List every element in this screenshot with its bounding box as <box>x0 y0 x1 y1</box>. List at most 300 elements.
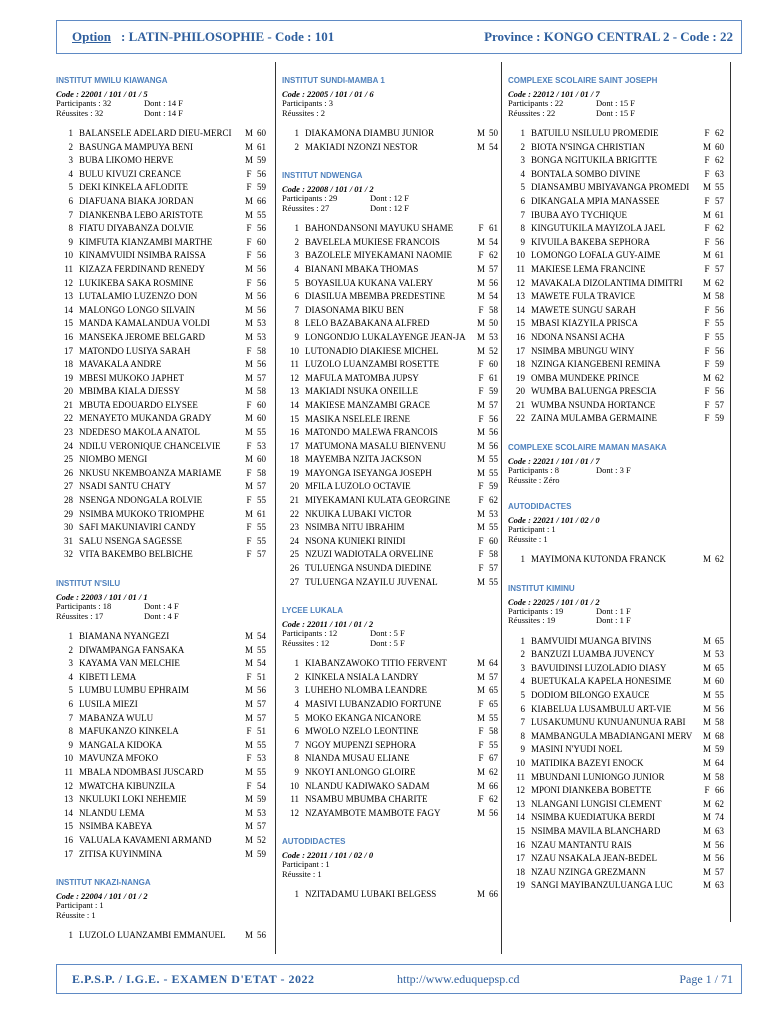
student-name: NKULUKI LOKI NEHEMIE <box>79 794 187 805</box>
student-sex: F <box>704 386 710 397</box>
student-row <box>282 440 498 454</box>
student-score: 65 <box>715 662 724 673</box>
student-name: NDEDESO MAKOLA ANATOL <box>79 427 200 438</box>
student-row <box>282 684 498 698</box>
student-name: MBESI MUKOKO JAPHET <box>79 372 185 383</box>
student-score: 66 <box>257 195 266 206</box>
student-row <box>282 766 498 780</box>
student-sex: M <box>244 930 253 941</box>
student-score: 56 <box>715 345 724 356</box>
student-name: VALUALA KAVAMENI ARMAND <box>79 834 212 845</box>
student-name: MBUNDANI LUNIONGO JUNIOR <box>531 771 665 782</box>
student-sex: M <box>702 291 711 302</box>
student-score: 55 <box>257 522 266 533</box>
student-number: 3 <box>68 658 73 669</box>
student-sex: F <box>246 345 252 356</box>
student-sex: M <box>244 794 253 805</box>
student-name: BAMVUIDI MUANGA BIVINS <box>531 635 652 646</box>
student-row <box>282 358 498 372</box>
student-row <box>282 712 498 726</box>
student-score: 62 <box>489 766 498 777</box>
student-sex: M <box>244 413 253 424</box>
reussites-female: Dont : 5 F <box>370 637 405 648</box>
student-name: KIABELUA LUSAMBULU ART-VIE <box>531 703 672 714</box>
option-label: Option <box>72 29 112 44</box>
student-number: 1 <box>68 631 73 641</box>
student-number: 26 <box>64 467 73 478</box>
page-number: Page 1 / 71 <box>679 971 733 986</box>
student-name: NZAU MANTANTU RAIS <box>531 839 632 850</box>
student-row <box>508 798 724 812</box>
student-row <box>282 453 498 467</box>
school-code: Code : 22012 / 101 / 01 / 7 <box>508 89 600 99</box>
student-number: 9 <box>294 331 299 342</box>
student-row <box>56 712 266 726</box>
student-score: 57 <box>715 195 724 206</box>
student-score: 60 <box>489 359 498 370</box>
student-name: MAYEMBA NZITA JACKSON <box>305 454 422 465</box>
student-sex: F <box>704 359 710 370</box>
student-score: 56 <box>257 685 266 696</box>
student-row <box>508 181 724 195</box>
student-score: 61 <box>257 508 266 519</box>
student-score: 60 <box>715 141 724 152</box>
student-sex: M <box>244 685 253 696</box>
student-name: IBUBA AYO TYCHIQUE <box>531 209 628 220</box>
student-row <box>282 793 498 807</box>
student-row <box>282 385 498 399</box>
student-row <box>56 263 266 277</box>
student-score: 55 <box>257 644 266 655</box>
student-name: NLANGANI LUNGISI CLEMENT <box>531 798 662 809</box>
student-number: 30 <box>64 522 73 533</box>
student-number: 27 <box>64 481 73 492</box>
school-title: AUTODIDACTES <box>282 837 346 847</box>
student-score: 55 <box>715 318 724 329</box>
school-title: INSTITUT MWILU KIAWANGA <box>56 76 168 85</box>
student-name: SAFI MAKUNIAVIRI CANDY <box>79 522 196 533</box>
student-number: 1 <box>294 128 299 138</box>
student-number: 19 <box>516 372 525 383</box>
student-row <box>56 929 266 943</box>
student-number: 17 <box>64 345 73 356</box>
student-row <box>508 757 724 771</box>
student-score: 56 <box>257 168 266 179</box>
student-name: BALANSELE ADELARD DIEU-MERCI <box>79 128 232 138</box>
student-number: 11 <box>64 766 73 777</box>
student-row <box>282 780 498 794</box>
reussites-count: Réussite : 1 <box>508 533 548 544</box>
option-value: : LATIN-PHILOSOPHIE - Code : 101 <box>121 29 335 44</box>
student-number: 9 <box>68 739 73 750</box>
student-sex: M <box>244 454 253 465</box>
student-name: MAYONGA ISEYANGA JOSEPH <box>305 467 432 478</box>
student-score: 55 <box>489 576 498 587</box>
student-score: 62 <box>715 372 724 383</box>
student-number: 22 <box>516 413 525 424</box>
student-name: NZITADAMU LUBAKI BELGESS <box>305 889 437 900</box>
student-sex: F <box>704 155 710 166</box>
student-number: 15 <box>290 413 299 424</box>
student-row <box>508 209 724 223</box>
student-row <box>56 426 266 440</box>
student-sex: F <box>246 522 252 533</box>
student-score: 59 <box>489 481 498 492</box>
student-number: 1 <box>520 128 525 138</box>
student-score: 57 <box>257 821 266 832</box>
student-name: BONGA NGITUKILA BRIGITTE <box>531 155 657 166</box>
student-name: NKUSU NKEMBOANZA MARIAME <box>79 467 222 478</box>
reussites-stat <box>508 616 724 626</box>
student-row <box>282 426 498 440</box>
student-row <box>56 752 266 766</box>
student-number: 15 <box>64 821 73 832</box>
student-number: 12 <box>64 277 73 288</box>
student-score: 58 <box>489 304 498 315</box>
student-sex: M <box>702 703 711 714</box>
student-sex: M <box>702 250 711 261</box>
student-name: MABANZA WULU <box>79 712 154 723</box>
student-score: 57 <box>489 563 498 574</box>
participants-count: Participants : 12 <box>282 628 338 639</box>
student-row <box>56 766 266 780</box>
student-sex: M <box>244 712 253 723</box>
student-name: SANGI MAYIBANZULUANGA LUC <box>531 880 673 891</box>
student-number: 12 <box>516 785 525 796</box>
student-sex: M <box>702 866 711 877</box>
school-section <box>282 170 498 589</box>
student-row <box>56 141 266 155</box>
reussites-female: Dont : 14 F <box>144 107 183 118</box>
reussites-count: Réussites : 19 <box>508 615 556 626</box>
student-number: 13 <box>64 794 73 805</box>
student-name: DIASONAMA BIKU BEN <box>305 304 405 315</box>
student-number: 28 <box>64 495 73 506</box>
student-row <box>508 304 724 318</box>
student-name: NSONA KUNIEKI RINIDI <box>305 535 406 546</box>
student-row <box>282 127 498 141</box>
student-row <box>508 331 724 345</box>
student-name: OMBA MUNDEKE PRINCE <box>531 372 640 383</box>
student-sex: M <box>244 698 253 709</box>
student-number: 6 <box>520 703 525 714</box>
student-name: DODIOM BILONGO EXAUCE <box>531 690 650 701</box>
student-row <box>56 331 266 345</box>
student-row <box>56 793 266 807</box>
participants-count: Participants : 18 <box>56 601 112 611</box>
student-sex: F <box>246 223 252 234</box>
student-row <box>508 716 724 730</box>
student-name: NZINGA KIANGEBENI REMINA <box>531 359 661 370</box>
school-title: INSTITUT SUNDI-MAMBA 1 <box>282 76 385 85</box>
student-row <box>508 222 724 236</box>
student-sex: M <box>702 690 711 701</box>
student-sex: M <box>244 318 253 329</box>
student-score: 67 <box>489 753 498 764</box>
student-name: TULUENGA NSUNDA DIEDINE <box>305 563 432 574</box>
student-score: 53 <box>715 649 724 660</box>
student-score: 58 <box>257 386 266 397</box>
student-score: 53 <box>257 440 266 451</box>
student-number: 18 <box>290 454 299 465</box>
student-score: 62 <box>489 794 498 805</box>
student-name: MAKIADI NSUKA ONEILLE <box>305 386 418 397</box>
student-score: 53 <box>257 753 266 764</box>
reussites-female: Dont : 4 F <box>144 610 179 621</box>
student-sex: F <box>704 399 710 410</box>
student-list <box>56 127 266 562</box>
student-score: 59 <box>257 848 266 859</box>
student-score: 68 <box>715 730 724 741</box>
student-row <box>282 467 498 481</box>
school-title: INSTITUT NKAZI-NANGA <box>56 878 151 888</box>
student-sex: M <box>244 807 253 818</box>
student-sex: M <box>244 766 253 777</box>
student-score: 57 <box>257 481 266 492</box>
student-sex: M <box>702 717 711 728</box>
student-name: MAVAKALA DIZOLANTIMA DIMITRI <box>531 277 683 288</box>
student-sex: M <box>244 739 253 750</box>
student-name: MAYIMONA KUTONDA FRANCK <box>531 554 667 565</box>
student-name: MATIDIKA BAZEYI ENOCK <box>531 758 644 768</box>
student-number: 25 <box>290 549 299 560</box>
student-name: NSENGA NDONGALA ROLVIE <box>79 495 203 506</box>
student-row <box>56 358 266 372</box>
student-name: MAKIESE MANZAMBI GRACE <box>305 399 431 410</box>
student-row <box>56 372 266 386</box>
student-number: 8 <box>294 753 299 764</box>
student-row <box>508 839 724 853</box>
student-score: 53 <box>257 807 266 818</box>
student-sex: M <box>244 291 253 302</box>
student-row <box>282 236 498 250</box>
student-score: 56 <box>489 413 498 424</box>
student-number: 18 <box>516 866 525 877</box>
student-name: LUHEHO NLOMBA LEANDRE <box>305 685 427 696</box>
reussites-female: Dont : 1 F <box>596 615 631 626</box>
student-sex: M <box>244 372 253 383</box>
student-name: NKUIKA LUBAKI VICTOR <box>305 508 412 519</box>
student-sex: M <box>244 128 253 138</box>
student-name: KIABANZAWOKO TITIO FERVENT <box>305 658 447 669</box>
student-name: KINGUTUKILA MAYIZOLA JAEL <box>531 223 666 234</box>
student-score: 58 <box>715 771 724 782</box>
reussites-stat <box>56 612 266 622</box>
student-number: 15 <box>516 318 525 329</box>
student-sex: M <box>476 440 485 451</box>
student-sex: F <box>246 753 252 764</box>
student-row <box>282 317 498 331</box>
student-sex: M <box>476 318 485 329</box>
student-name: MWATCHA KIBUNZILA <box>79 780 176 791</box>
student-row <box>56 780 266 794</box>
participants-count: Participants : 29 <box>282 193 338 204</box>
student-name: LUSILA MIEZI <box>79 698 138 709</box>
student-number: 10 <box>64 753 73 764</box>
student-number: 14 <box>516 812 525 823</box>
student-number: 10 <box>516 758 525 768</box>
school-code: Code : 22003 / 101 / 01 / 1 <box>56 592 148 602</box>
reussites-count: Réussites : 12 <box>282 637 330 648</box>
student-list <box>56 929 266 943</box>
student-score: 59 <box>715 413 724 424</box>
student-score: 57 <box>489 263 498 274</box>
student-score: 60 <box>257 399 266 410</box>
student-sex: M <box>244 834 253 845</box>
student-sex: F <box>704 304 710 315</box>
student-sex: M <box>476 807 485 818</box>
student-score: 62 <box>715 277 724 288</box>
student-sex: M <box>702 798 711 809</box>
student-number: 26 <box>290 563 299 574</box>
student-score: 64 <box>489 658 498 669</box>
student-row <box>282 331 498 345</box>
student-score: 54 <box>257 631 266 641</box>
student-row <box>56 290 266 304</box>
student-sex: F <box>478 563 484 574</box>
column-divider <box>501 62 502 954</box>
student-score: 56 <box>257 291 266 302</box>
student-sex: F <box>704 236 710 247</box>
student-name: NGOY MUPENZI SEPHORA <box>305 739 417 750</box>
school-title: COMPLEXE SCOLAIRE SAINT JOSEPH <box>508 76 658 85</box>
student-name: MATUMONA MASALU BIENVENU <box>305 440 447 451</box>
student-row <box>282 277 498 291</box>
student-score: 54 <box>257 780 266 791</box>
student-number: 9 <box>294 766 299 777</box>
student-sex: F <box>478 359 484 370</box>
footer-url-link[interactable]: http://www.eduquepsp.cd <box>397 971 520 986</box>
student-sex: M <box>702 744 711 755</box>
student-sex: M <box>702 839 711 850</box>
student-sex: M <box>476 263 485 274</box>
student-name: DEKI KINKELA AFLODITE <box>79 182 188 193</box>
student-sex: F <box>246 250 252 261</box>
student-name: TULUENGA NZAYILU JUVENAL <box>305 576 438 587</box>
student-score: 57 <box>715 399 724 410</box>
student-score: 55 <box>257 495 266 506</box>
student-number: 1 <box>520 554 525 565</box>
student-list <box>508 635 724 893</box>
student-sex: M <box>476 576 485 587</box>
student-name: BATUILU NSILULU PROMEDIE <box>531 128 659 138</box>
student-number: 21 <box>516 399 525 410</box>
student-row <box>56 480 266 494</box>
student-sex: M <box>476 291 485 302</box>
student-number: 1 <box>294 889 299 900</box>
student-row <box>56 644 266 658</box>
student-row <box>508 372 724 386</box>
student-number: 20 <box>516 386 525 397</box>
student-row <box>56 127 266 141</box>
student-row <box>282 888 498 902</box>
student-name: BUBA LIKOMO HERVE <box>79 155 174 166</box>
student-number: 18 <box>64 359 73 370</box>
student-sex: M <box>244 195 253 206</box>
student-sex: M <box>702 676 711 687</box>
participants-female: Dont : 15 F <box>596 98 635 108</box>
student-number: 9 <box>520 744 525 755</box>
student-row <box>508 771 724 785</box>
student-sex: F <box>478 250 484 261</box>
student-sex: F <box>704 168 710 179</box>
student-name: MASINI N'YUDI NOEL <box>531 744 623 755</box>
student-score: 66 <box>489 889 498 900</box>
student-name: MANSEKA JEROME BELGARD <box>79 331 206 342</box>
student-name: BOYASILUA KUKANA VALERY <box>305 277 434 288</box>
student-sex: F <box>478 535 484 546</box>
student-score: 74 <box>715 812 724 823</box>
student-score: 61 <box>715 209 724 220</box>
student-sex: M <box>476 345 485 356</box>
student-name: MAFULA MATOMBA JUPSY <box>305 372 419 383</box>
student-sex: F <box>478 386 484 397</box>
student-sex: F <box>246 726 252 737</box>
student-name: NSIMBA NITU IBRAHIM <box>305 522 405 533</box>
student-number: 32 <box>64 549 73 560</box>
student-row <box>56 684 266 698</box>
student-name: NZAYAMBOTE MAMBOTE FAGY <box>305 807 441 818</box>
student-number: 16 <box>64 331 73 342</box>
student-sex: M <box>476 331 485 342</box>
student-sex: F <box>704 318 710 329</box>
student-score: 56 <box>489 427 498 438</box>
student-number: 2 <box>294 236 299 247</box>
student-sex: M <box>244 481 253 492</box>
student-number: 22 <box>64 413 73 424</box>
student-row <box>56 168 266 182</box>
student-number: 16 <box>516 331 525 342</box>
student-number: 4 <box>294 699 299 709</box>
school-section <box>282 605 498 820</box>
student-sex: M <box>702 662 711 673</box>
student-number: 6 <box>68 698 73 709</box>
student-score: 57 <box>715 263 724 274</box>
student-score: 57 <box>257 712 266 723</box>
student-row <box>56 154 266 168</box>
student-name: BASUNGA MAMPUYA BENI <box>79 141 194 152</box>
student-score: 58 <box>489 726 498 737</box>
student-row <box>508 412 724 426</box>
school-section <box>56 75 266 562</box>
student-score: 55 <box>489 522 498 533</box>
student-sex: F <box>478 481 484 492</box>
participants-female: Dont : 12 F <box>370 193 409 204</box>
student-score: 66 <box>715 785 724 796</box>
school-code: Code : 22021 / 101 / 01 / 7 <box>508 456 600 467</box>
student-score: 55 <box>257 766 266 777</box>
student-sex: M <box>244 331 253 342</box>
reussites-stat <box>508 476 724 486</box>
student-score: 56 <box>257 304 266 315</box>
student-row <box>282 399 498 413</box>
student-number: 2 <box>520 649 525 660</box>
student-number: 11 <box>64 263 73 274</box>
student-name: LUKIKEBA SAKA ROSMINE <box>79 277 194 288</box>
student-name: BONTALA SOMBO DIVINE <box>531 168 641 179</box>
student-sex: M <box>476 522 485 533</box>
student-name: BUETUKALA KAPELA HONESIME <box>531 676 672 687</box>
student-name: NLANDU LEMA <box>79 807 145 818</box>
school-code: Code : 22011 / 101 / 01 / 2 <box>282 619 374 630</box>
student-score: 55 <box>715 331 724 342</box>
student-number: 23 <box>290 522 299 533</box>
student-row <box>282 304 498 318</box>
student-row <box>282 222 498 236</box>
student-number: 19 <box>290 467 299 478</box>
student-number: 10 <box>290 345 299 356</box>
student-sex: F <box>246 440 252 451</box>
